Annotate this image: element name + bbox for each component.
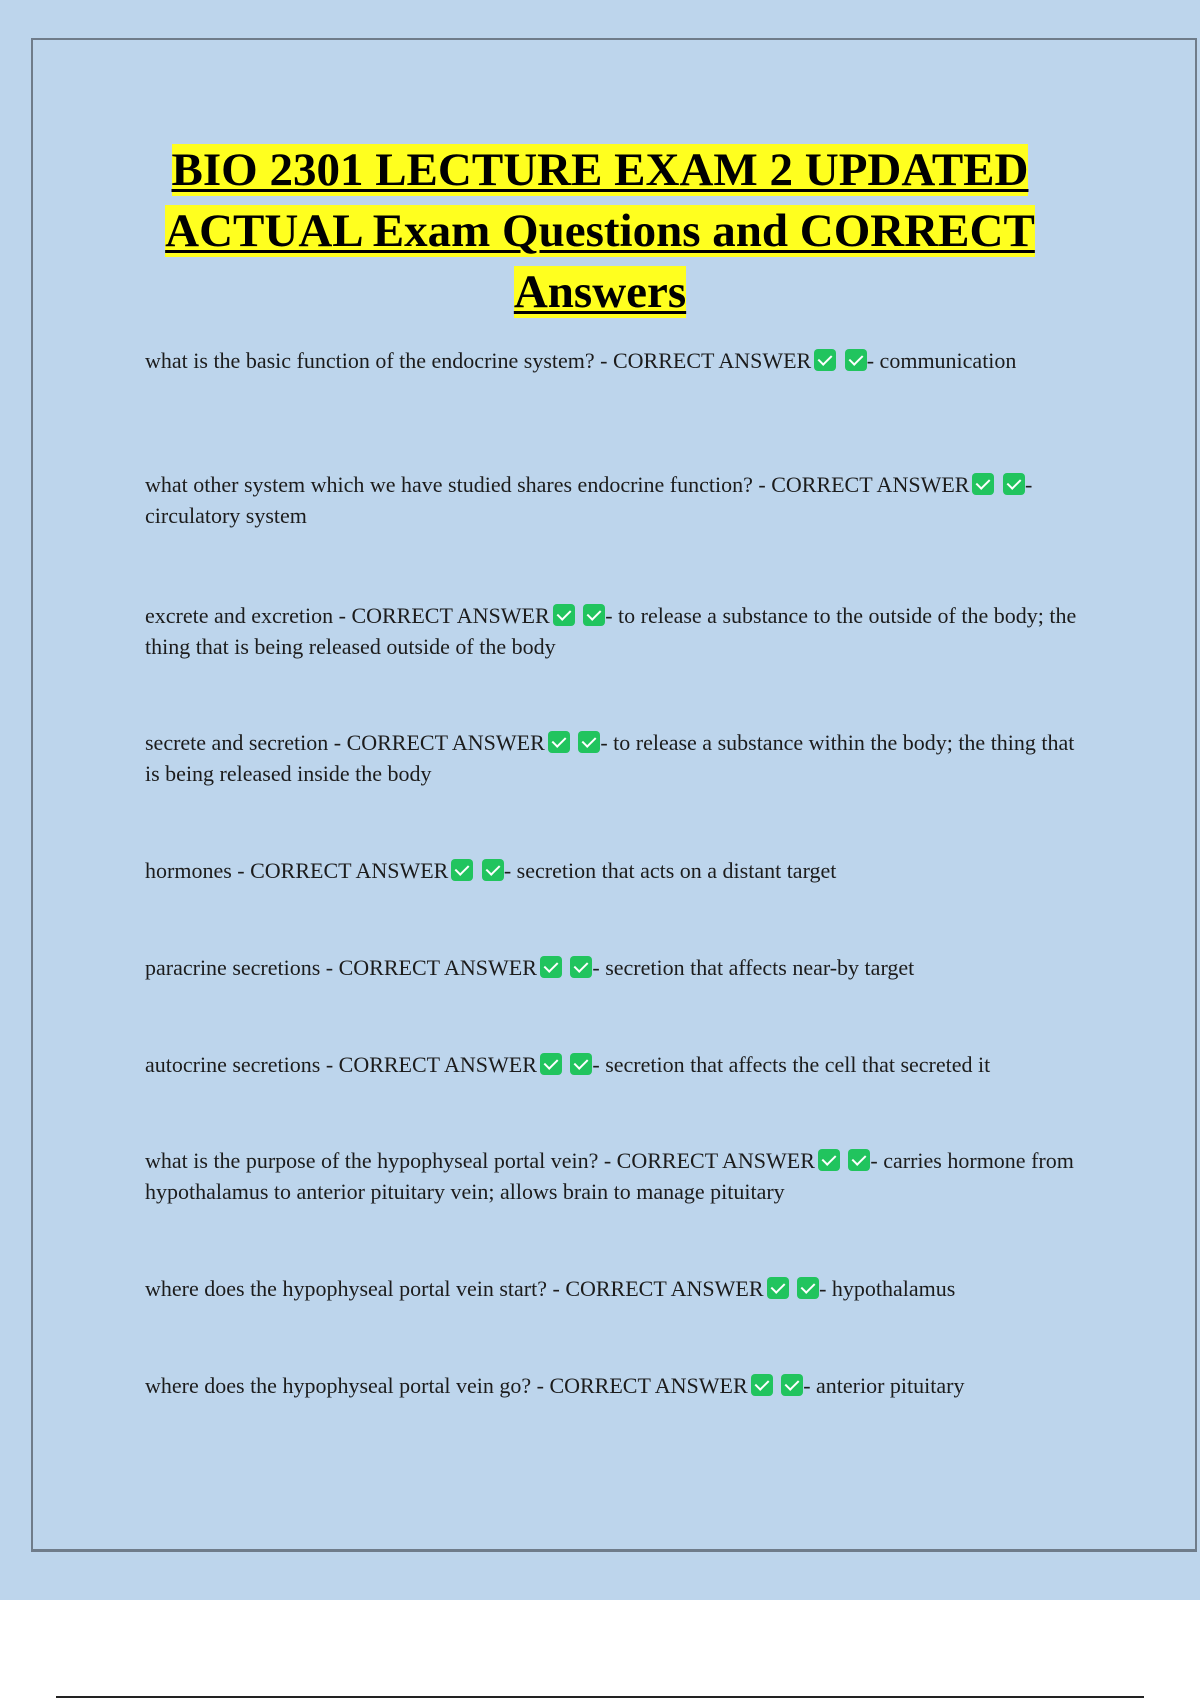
- document-title-text: BIO 2301 LECTURE EXAM 2 UPDATED ACTUAL Exam Questions and CORRECT Answers: [165, 144, 1035, 318]
- qa-question: autocrine secretions -: [145, 1052, 339, 1077]
- check-mark-icon: [451, 859, 473, 881]
- check-mark-icon: [814, 349, 836, 371]
- document-title: [100, 140, 1100, 323]
- check-mark-icon: [767, 1277, 789, 1299]
- qa-item: [145, 855, 1090, 886]
- qa-answer-marker: CORRECT ANSWER: [771, 472, 970, 497]
- qa-question: what other system which we have studied shares endocrine function? -: [145, 472, 772, 497]
- qa-answer-marker: CORRECT ANSWER: [351, 603, 550, 628]
- check-mark-icon: [548, 731, 570, 753]
- qa-item: [145, 1049, 1090, 1080]
- check-mark-icon: [848, 1149, 870, 1171]
- qa-question: secrete and secretion -: [145, 730, 347, 755]
- qa-item: [145, 727, 1090, 789]
- qa-item: [145, 1145, 1090, 1207]
- qa-answer: - secretion that affects near-by target: [592, 955, 915, 980]
- qa-answer-marker: CORRECT ANSWER: [250, 858, 449, 883]
- qa-answer: - hypothalamus: [819, 1276, 956, 1301]
- check-mark-icon: [1003, 473, 1025, 495]
- check-mark-icon: [797, 1277, 819, 1299]
- qa-answer: - carries hormone from hypothalamus to anterior pituitary vein; allows brain to manage pituitary: [145, 1148, 1074, 1204]
- qa-answer-marker: CORRECT ANSWER: [612, 348, 812, 373]
- qa-question: what is the purpose of the hypophyseal portal vein? -: [145, 1148, 617, 1173]
- qa-answer-marker: CORRECT ANSWER: [565, 1276, 764, 1301]
- footer-divider: [56, 1696, 1144, 1698]
- qa-item: [145, 469, 1090, 531]
- qa-answer: - circulatory system: [145, 472, 1033, 528]
- check-mark-icon: [818, 1149, 840, 1171]
- check-mark-icon: [578, 731, 600, 753]
- check-mark-icon: [570, 1053, 592, 1075]
- check-mark-icon: [570, 956, 592, 978]
- check-mark-icon: [482, 859, 504, 881]
- qa-question: excrete and excretion -: [145, 603, 352, 628]
- qa-answer: - to release a substance within the body; the thing that is being released inside the body: [145, 730, 1075, 786]
- qa-question: where does the hypophyseal portal vein go? -: [145, 1373, 550, 1398]
- qa-question: hormones -: [145, 858, 251, 883]
- check-mark-icon: [751, 1374, 773, 1396]
- check-mark-icon: [553, 604, 575, 626]
- qa-answer-marker: CORRECT ANSWER: [338, 1052, 537, 1077]
- qa-answer: - anterior pituitary: [803, 1373, 965, 1398]
- qa-answer: - to release a substance to the outside of the body; the thing that is being released outside of the body: [145, 603, 1077, 659]
- qa-question: paracrine secretions -: [145, 955, 339, 980]
- qa-answer: - secretion that affects the cell that secreted it: [592, 1052, 991, 1077]
- check-mark-icon: [583, 604, 605, 626]
- qa-answer-marker: CORRECT ANSWER: [549, 1373, 748, 1398]
- qa-answer-marker: CORRECT ANSWER: [616, 1148, 815, 1173]
- qa-answer: - secretion that acts on a distant target: [503, 858, 837, 883]
- check-mark-icon: [540, 956, 562, 978]
- qa-question: what is the basic function of the endocrine system? -: [145, 348, 613, 373]
- qa-answer-marker: CORRECT ANSWER: [338, 955, 537, 980]
- qa-answer: - communication: [866, 348, 1017, 373]
- check-mark-icon: [972, 473, 994, 495]
- check-mark-icon: [540, 1053, 562, 1075]
- check-mark-icon: [845, 349, 867, 371]
- qa-item: [145, 1273, 1090, 1304]
- qa-item: [145, 952, 1090, 983]
- qa-item: [145, 600, 1090, 662]
- qa-item: [145, 1370, 1090, 1401]
- qa-item: [145, 345, 1090, 376]
- check-mark-icon: [781, 1374, 803, 1396]
- qa-question: where does the hypophyseal portal vein start? -: [145, 1276, 566, 1301]
- qa-answer-marker: CORRECT ANSWER: [346, 730, 545, 755]
